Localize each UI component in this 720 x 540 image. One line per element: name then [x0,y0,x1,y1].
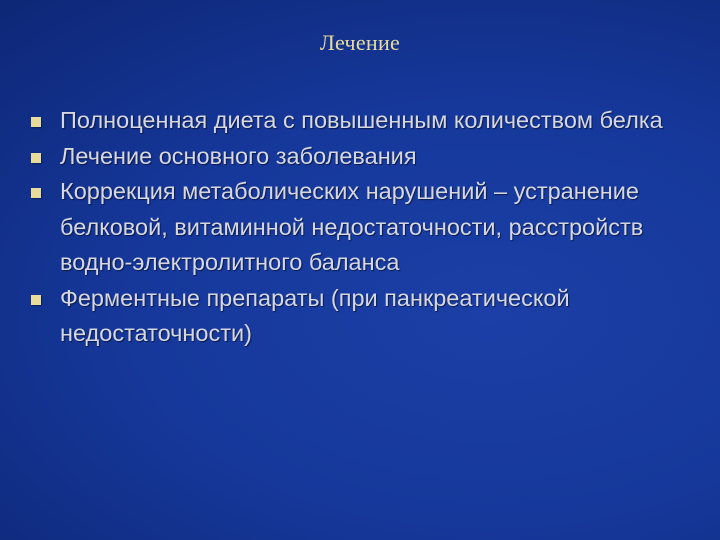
bullet-text: Полноценная диета с повышенным количеством белка [60,107,663,133]
bullet-text: Коррекция метаболических нарушений – устранение белковой, витаминной недостаточности, расстройств водно-электролитного баланса [60,178,644,275]
square-bullet-icon [31,117,41,127]
bullet-item [30,139,700,175]
square-bullet-icon [31,188,41,198]
bullet-item [30,103,700,139]
bullet-item [30,281,700,352]
bullet-text: Лечение основного заболевания [60,142,417,169]
bullet-text: Ферментные препараты (при панкреатической недостаточности) [60,284,570,346]
square-bullet-icon [31,153,41,163]
square-bullet-icon [31,295,41,305]
bullet-list [30,103,700,352]
bullet-item [30,174,700,281]
slide-title: Лечение [319,30,401,55]
